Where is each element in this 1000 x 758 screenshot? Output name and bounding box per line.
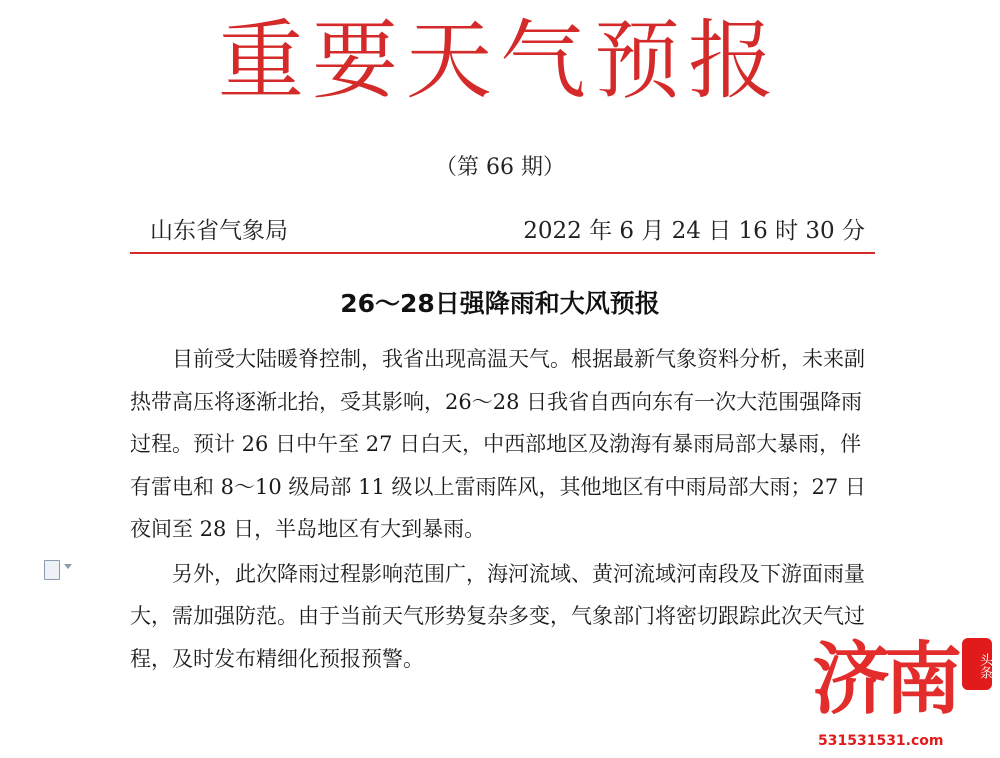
paragraph-1: 目前受大陆暖脊控制，我省出现高温天气。根据最新气象资料分析，未来副热带高压将逐渐北抬，受其影响，26～28 日我省自西向东有一次大范围强降雨过程。预计 26 日中午至 27 日白天，中西部地区及渤海有暴雨局部大暴雨，伴有雷电和 8～10 级局部 11 级以上雷雨阵风，其他地区有中雨局部大雨；27 日夜间至 28 日，半岛地区有大到暴雨。 xyxy=(130,347,866,541)
watermark-url: 531531531.com xyxy=(818,733,944,749)
watermark-logo: 济南 xyxy=(812,635,957,725)
document-heading: 26～28日强降雨和大风预报 xyxy=(340,289,660,318)
paragraph-2: 另外，此次降雨过程影响范围广，海河流域、黄河流域河南段及下游面雨量大，需加强防范。由于当前天气形势复杂多变，气象部门将密切跟踪此次天气过程，及时发布精细化预报预警。 xyxy=(130,561,865,671)
issue-datetime: 2022 年 6 月 24 日 16 时 30 分 xyxy=(523,218,865,244)
banner-title: 重要天气预报 xyxy=(218,11,782,111)
meta-row xyxy=(130,212,875,248)
page-shape xyxy=(44,560,60,580)
document-icon[interactable] xyxy=(44,558,72,580)
issue-number: （第 66 期） xyxy=(435,155,565,180)
issuer: 山东省气象局 xyxy=(150,218,288,244)
chevron-down-icon xyxy=(64,564,72,569)
header-divider xyxy=(130,252,875,254)
watermark-badge: 头条 xyxy=(962,638,992,690)
document-body xyxy=(130,338,880,680)
